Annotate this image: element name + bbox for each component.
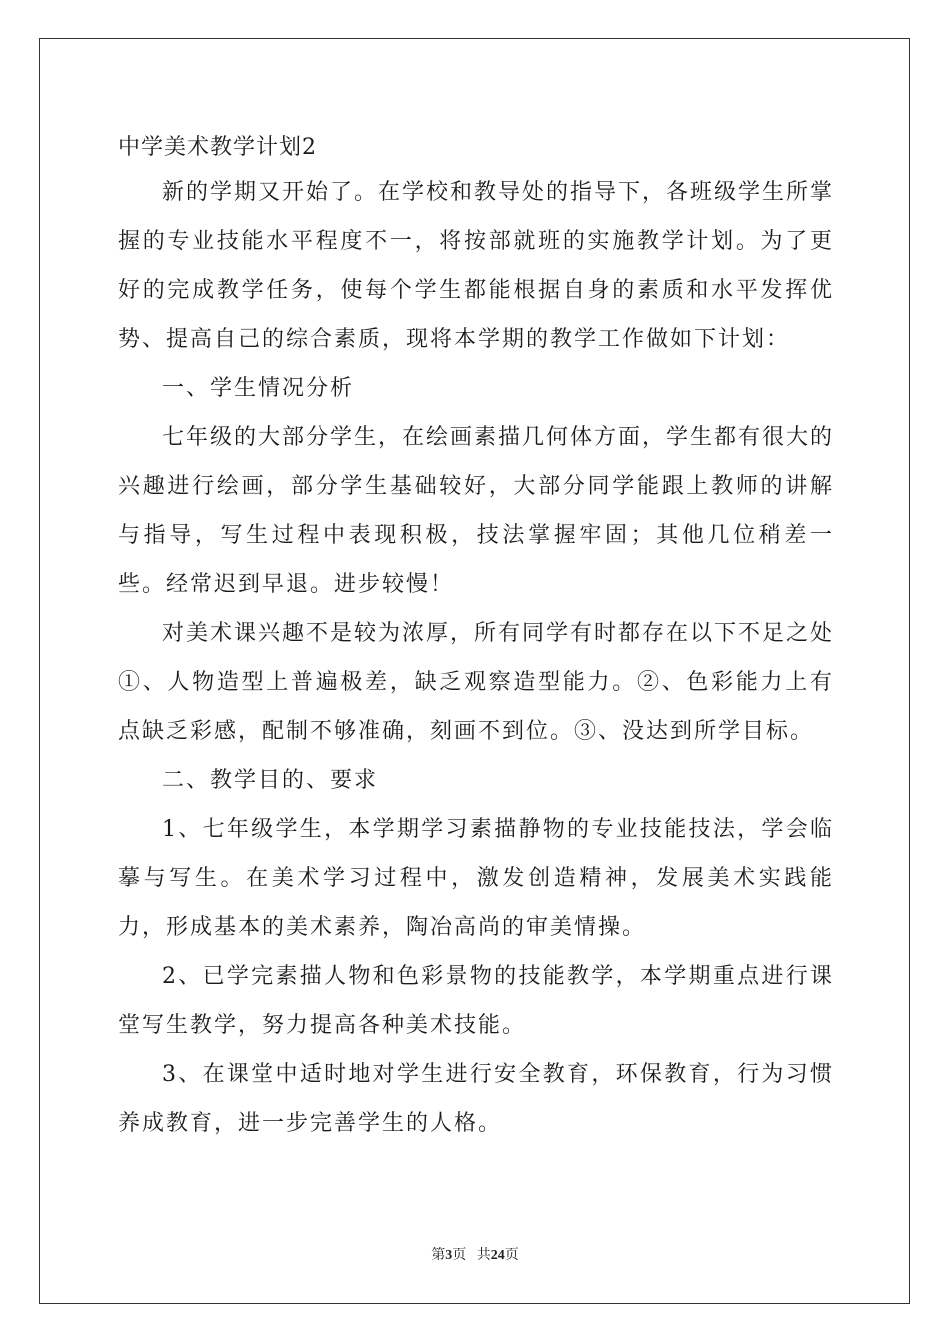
footer-total-suffix: 页 <box>504 1248 519 1263</box>
section-heading: 二、教学目的、要求 <box>162 768 379 793</box>
footer-page-number: 3 <box>445 1248 453 1263</box>
paragraph: 3、在课堂中适时地对学生进行安全教育，环保教育，行为习惯养成教育，进一步完善学生的人格。 <box>118 1062 834 1136</box>
footer-total-pages: 24 <box>490 1248 505 1263</box>
footer-prefix: 第 <box>431 1248 446 1263</box>
page-footer <box>0 1246 950 1266</box>
document-title: 中学美术教学计划2 <box>118 135 317 160</box>
section-heading: 一、学生情况分析 <box>162 376 355 401</box>
footer-total-prefix: 共 <box>476 1248 491 1263</box>
document-body <box>118 128 834 1148</box>
document-blocks <box>118 168 834 1148</box>
paragraph: 1、七年级学生，本学期学习素描静物的专业技能技法，学会临摹与写生。在美术学习过程中，激发创造精神，发展美术实践能力，形成基本的美术素养，陶冶高尚的审美情操。 <box>118 817 834 940</box>
paragraph: 2、已学完素描人物和色彩景物的技能教学，本学期重点进行课堂写生教学，努力提高各种美术技能。 <box>118 964 834 1038</box>
paragraph: 对美术课兴趣不是较为浓厚，所有同学有时都存在以下不足之处①、人物造型上普遍极差，缺乏观察造型能力。②、色彩能力上有点缺乏彩感，配制不够准确，刻画不到位。③、没达到所学目标。 <box>118 621 835 744</box>
paragraph: 新的学期又开始了。在学校和教导处的指导下，各班级学生所掌握的专业技能水平程度不一，将按部就班的实施教学计划。为了更好的完成教学任务，使每个学生都能根据自身的素质和水平发挥优势、提高自己的综合素质，现将本学期的教学工作做如下计划： <box>118 180 835 352</box>
footer-page-suffix: 页 <box>452 1248 467 1263</box>
paragraph: 七年级的大部分学生，在绘画素描几何体方面，学生都有很大的兴趣进行绘画，部分学生基础较好，大部分同学能跟上教师的讲解与指导，写生过程中表现积极，技法掌握牢固；其他几位稍差一些。经常迟到早退。进步较慢！ <box>118 425 835 597</box>
